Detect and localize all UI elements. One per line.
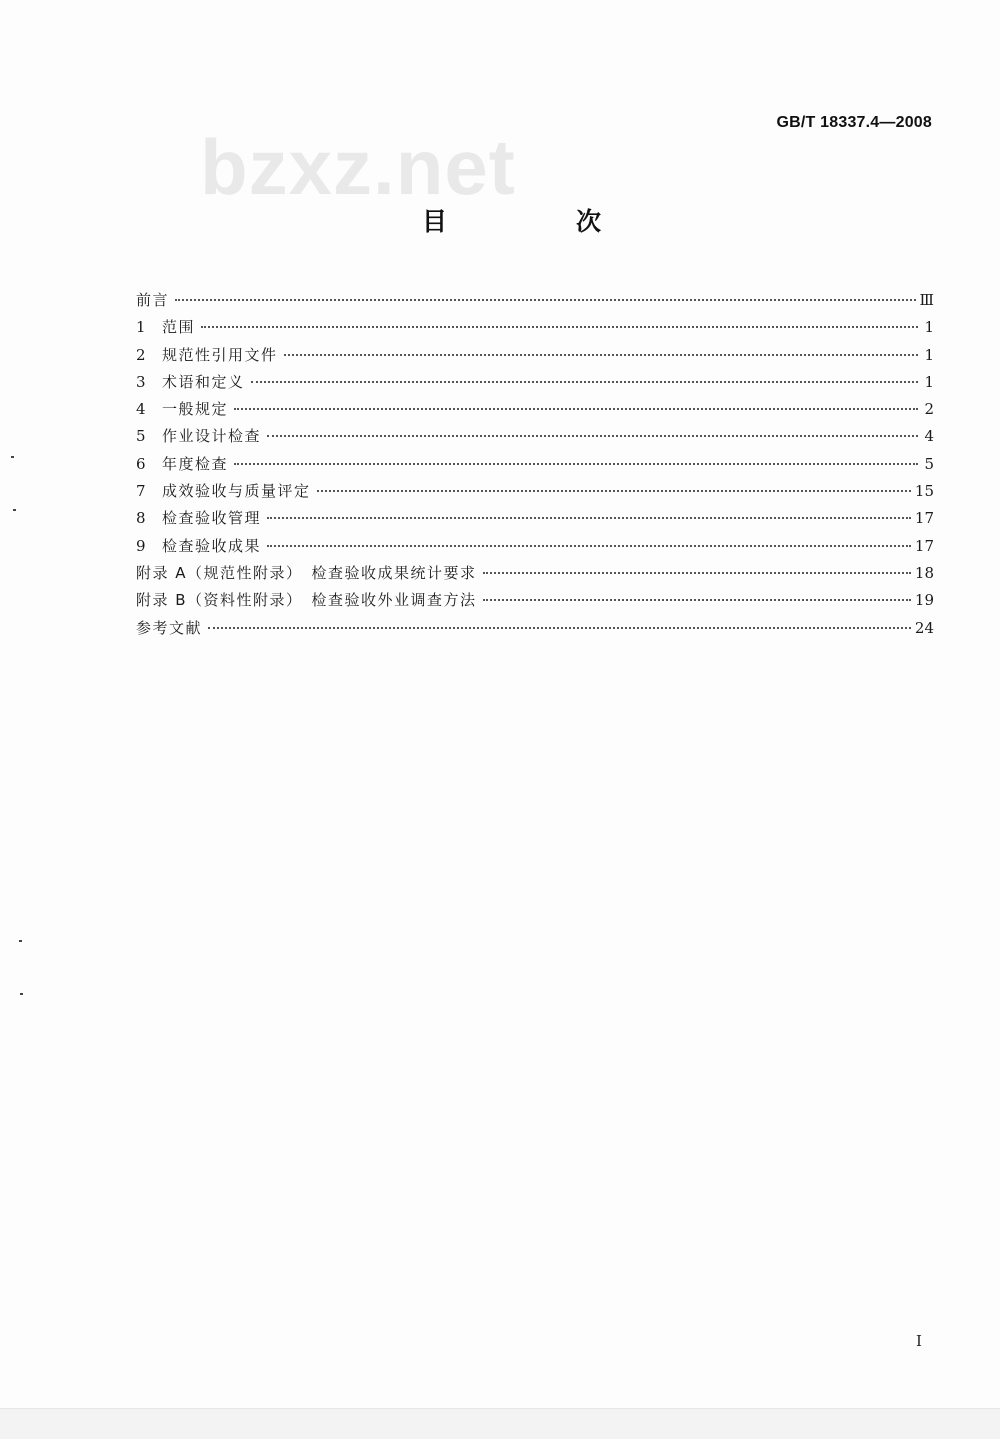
toc-entry-title: 规范性引用文件 <box>162 345 278 364</box>
toc-entry-page: 2 <box>924 400 934 419</box>
toc-dot-leader <box>175 299 916 301</box>
toc-entry-page: 5 <box>924 454 934 473</box>
toc-entry[interactable] <box>136 425 934 452</box>
toc-entry[interactable] <box>136 589 934 616</box>
toc-entry-page: 1 <box>924 345 934 364</box>
toc-entry-page: 4 <box>924 427 934 446</box>
toc-entry[interactable] <box>136 316 934 343</box>
toc-entry-title: 附录 A（规范性附录） 检查验收成果统计要求 <box>136 563 477 582</box>
toc-dot-leader <box>267 545 911 547</box>
toc-dot-leader <box>267 435 918 437</box>
toc-dot-leader <box>317 490 911 492</box>
toc-entry-title: 前言 <box>136 291 170 309</box>
toc-entry-number: 9 <box>136 536 146 555</box>
toc-entry[interactable] <box>136 480 934 507</box>
standard-number: GB/T 18337.4—2008 <box>776 114 932 131</box>
viewer-bottom-strip <box>0 1408 1000 1439</box>
toc-dot-leader <box>251 381 918 383</box>
toc-entry-number: 8 <box>136 509 146 528</box>
toc-entry[interactable] <box>136 453 934 480</box>
toc-entry-page: 17 <box>914 509 934 528</box>
toc-entry-number: 6 <box>136 454 146 473</box>
toc-entry-title: 成效验收与质量评定 <box>162 482 311 501</box>
toc-entry-page: 24 <box>914 618 934 637</box>
toc-entry[interactable] <box>136 398 934 425</box>
toc-entry-title: 参考文献 <box>136 618 203 637</box>
toc-dot-leader <box>267 517 911 519</box>
page-number: I <box>916 1332 922 1350</box>
table-of-contents <box>136 289 934 644</box>
toc-entry-number: 7 <box>136 482 146 501</box>
toc-entry-title: 一般规定 <box>162 400 229 419</box>
toc-entry-number: 3 <box>136 372 146 391</box>
scan-speck <box>19 940 22 942</box>
toc-entry[interactable] <box>136 371 934 398</box>
toc-entry-title: 作业设计检查 <box>162 427 262 446</box>
toc-entry[interactable] <box>136 562 934 589</box>
scan-speck <box>11 456 14 458</box>
toc-entry-page: 1 <box>924 318 934 337</box>
toc-dot-leader <box>483 572 911 574</box>
toc-entry-page: 19 <box>914 591 934 610</box>
watermark: bzxz.net <box>200 123 516 211</box>
toc-entry-title: 术语和定义 <box>162 372 245 391</box>
toc-dot-leader <box>284 354 918 356</box>
toc-entry-page: 18 <box>914 563 934 582</box>
toc-dot-leader <box>234 408 918 410</box>
toc-entry-title: 范围 <box>162 318 196 337</box>
scan-speck <box>13 509 16 511</box>
toc-dot-leader <box>201 326 918 328</box>
toc-entry[interactable] <box>136 289 934 316</box>
toc-dot-leader <box>208 627 911 629</box>
toc-entry-number: 5 <box>136 427 146 446</box>
toc-entry[interactable] <box>136 344 934 371</box>
toc-entry-title: 检查验收管理 <box>162 509 262 528</box>
toc-entry-title: 年度检查 <box>162 454 229 473</box>
toc-dot-leader <box>234 463 918 465</box>
toc-entry-page: 15 <box>914 482 934 501</box>
page-title: 目 次 <box>421 207 653 236</box>
toc-entry-title: 附录 B（资料性附录） 检查验收外业调查方法 <box>136 591 477 610</box>
toc-entry[interactable] <box>136 617 934 644</box>
toc-dot-leader <box>483 599 911 601</box>
toc-entry-page: Ⅲ <box>919 291 934 309</box>
toc-entry[interactable] <box>136 507 934 534</box>
toc-entry[interactable] <box>136 535 934 562</box>
toc-entry-page: 1 <box>924 372 934 391</box>
toc-entry-number: 2 <box>136 345 146 364</box>
toc-entry-number: 4 <box>136 400 146 419</box>
toc-entry-page: 17 <box>914 536 934 555</box>
scan-speck <box>20 993 23 995</box>
toc-entry-number: 1 <box>136 318 146 337</box>
toc-entry-title: 检查验收成果 <box>162 536 262 555</box>
